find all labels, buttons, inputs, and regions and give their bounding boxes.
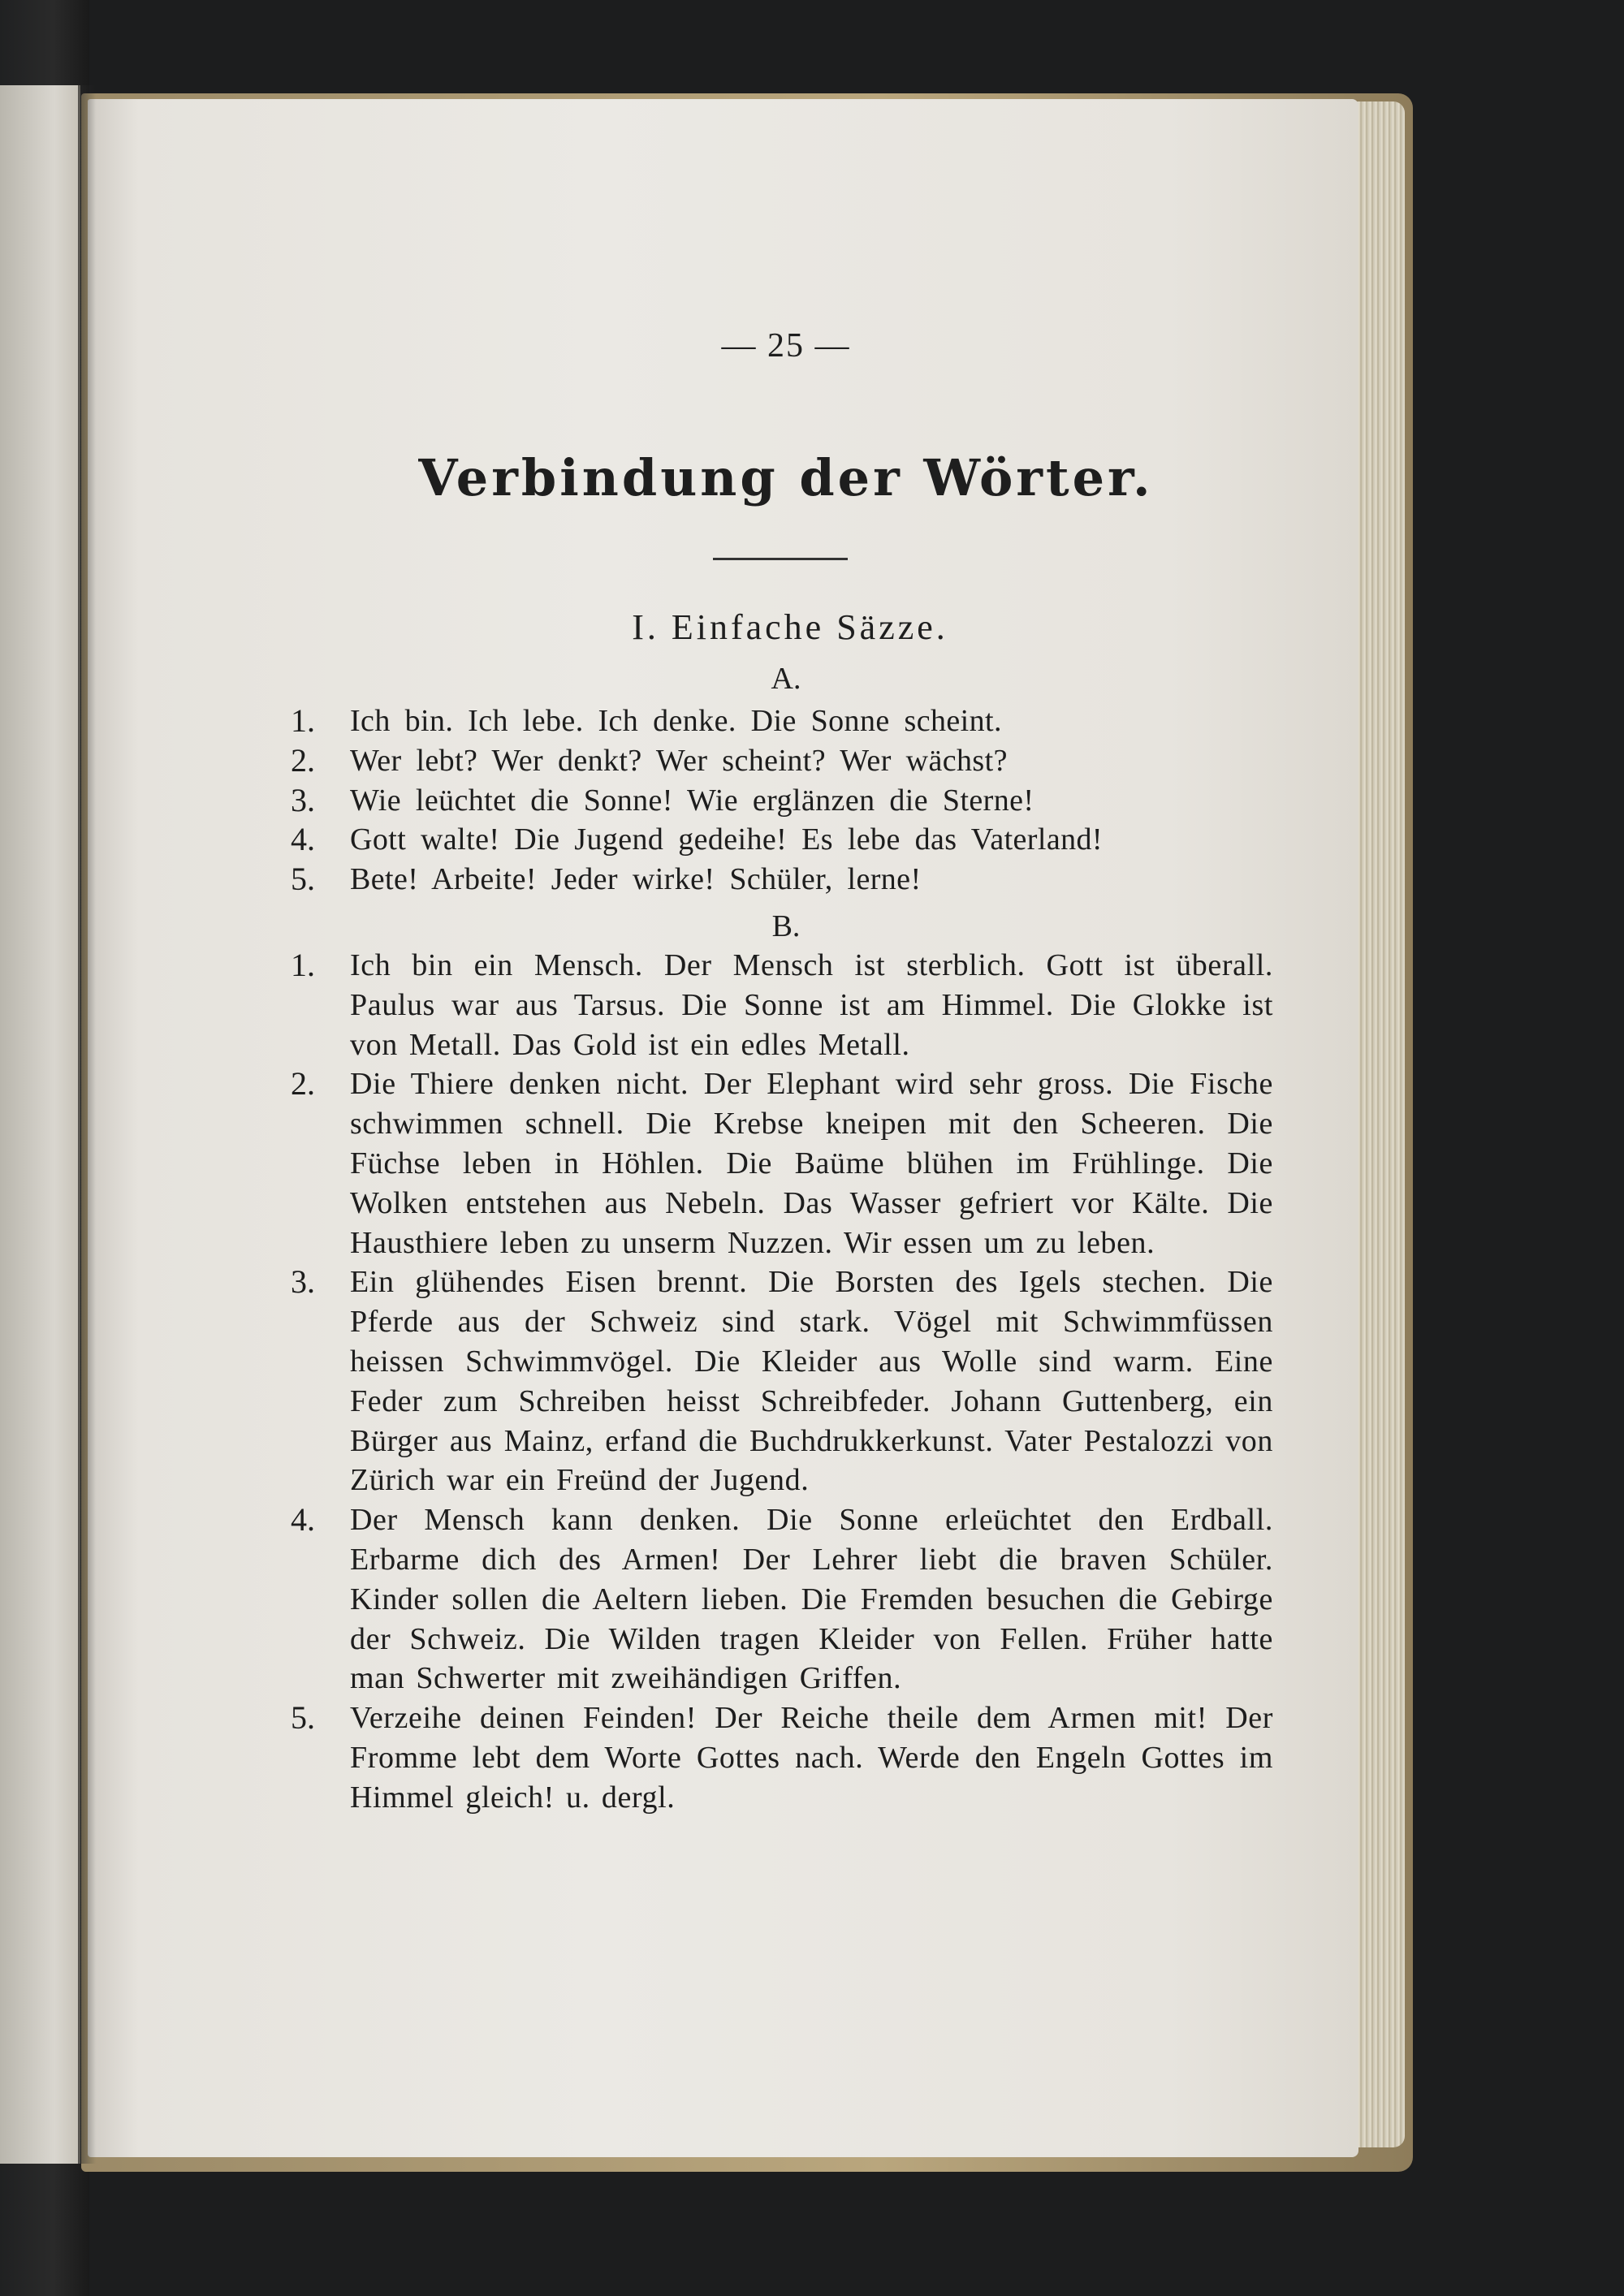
left-page-edge [0,85,80,2164]
title-rule [713,558,848,560]
item-number: 5. [291,1699,315,1737]
section-heading: I. Einfache Säzze. [632,607,948,647]
item-text: Gott walte! Die Jugend gedeihe! Es lebe das Vaterland! [350,822,1103,857]
list-item [291,820,1273,860]
item-text: Ich bin ein Mensch. Der Mensch ist sterblich. Gott ist überall. Paulus war aus Tarsus. Die Sonne ist am Himmel. Die Glokke ist von Metall. Das Gold ist ein edles Metall. [350,948,1273,1062]
list-item [291,1698,1273,1817]
item-text: Bete! Arbeite! Jeder wirke! Schüler, lerne! [350,862,922,897]
item-number: 3. [291,1263,315,1301]
item-number: 3. [291,781,315,818]
list-item [291,701,1273,741]
item-number: 5. [291,861,315,898]
subsection-label-b: B. [771,909,801,943]
item-number: 4. [291,1501,315,1539]
sentence-list-b [291,946,1273,1818]
subsection-label-a: A. [771,662,801,696]
book-page [88,99,1358,2157]
item-text: Wie leüchtet die Sonne! Wie erglänzen die Sterne! [350,783,1034,818]
item-number: 2. [291,741,315,779]
item-number: 1. [291,702,315,739]
list-item [291,1064,1273,1262]
list-item [291,1500,1273,1698]
item-text: Wer lebt? Wer denkt? Wer scheint? Wer wächst? [350,743,1008,778]
list-item [291,1262,1273,1500]
item-number: 4. [291,821,315,858]
gutter-shadow [78,85,96,2164]
sentence-list-a [291,701,1273,900]
page-title: Verbindung der Wörter. [418,448,1154,507]
item-number: 2. [291,1065,315,1103]
list-item [291,741,1273,781]
item-text: Ein glühendes Eisen brennt. Die Borsten des Igels stechen. Die Pferde aus der Schweiz sind stark. Vögel mit Schwimmfüssen heissen Schwimmvögel. Die Kleider aus Wolle sind warm. Eine Feder zum Schreiben heisst Schreibfeder. Johann Guttenberg, ein Bürger aus Mainz, erfand die Buchdrukkerkunst. Vater Pestalozzi von Zürich war ein Freünd der Jugend. [350,1265,1273,1498]
list-item [291,860,1273,900]
list-item [291,946,1273,1064]
item-text: Ich bin. Ich lebe. Ich denke. Die Sonne scheint. [350,704,1002,738]
page-number: — 25 — [721,327,851,365]
list-item [291,781,1273,821]
item-text: Der Mensch kann denken. Die Sonne erleüchtet den Erdball. Erbarme dich des Armen! Der Lehrer liebt die braven Schüler. Kinder sollen die Aeltern lieben. Die Fremden besuchen die Gebirge der Schweiz. Die Wilden tragen Kleider von Fellen. Früher hatte man Schwerter mit zweihändigen Griffen. [350,1503,1273,1696]
item-text: Die Thiere denken nicht. Der Elephant wird sehr gross. Die Fische schwimmen schnell. Die Krebse kneipen mit den Scheeren. Die Füchse leben in Höhlen. Die Baüme blühen im Frühlinge. Die Wolken entstehen aus Nebeln. Das Wasser gefriert vor Kälte. Die Hausthiere leben zu unserm Nuzzen. Wir essen um zu leben. [350,1067,1273,1260]
item-text: Verzeihe deinen Feinden! Der Reiche theile dem Armen mit! Der Fromme lebt dem Worte Gottes nach. Werde den Engeln Gottes im Himmel gleich! u. dergl. [350,1701,1273,1815]
item-number: 1. [291,947,315,983]
